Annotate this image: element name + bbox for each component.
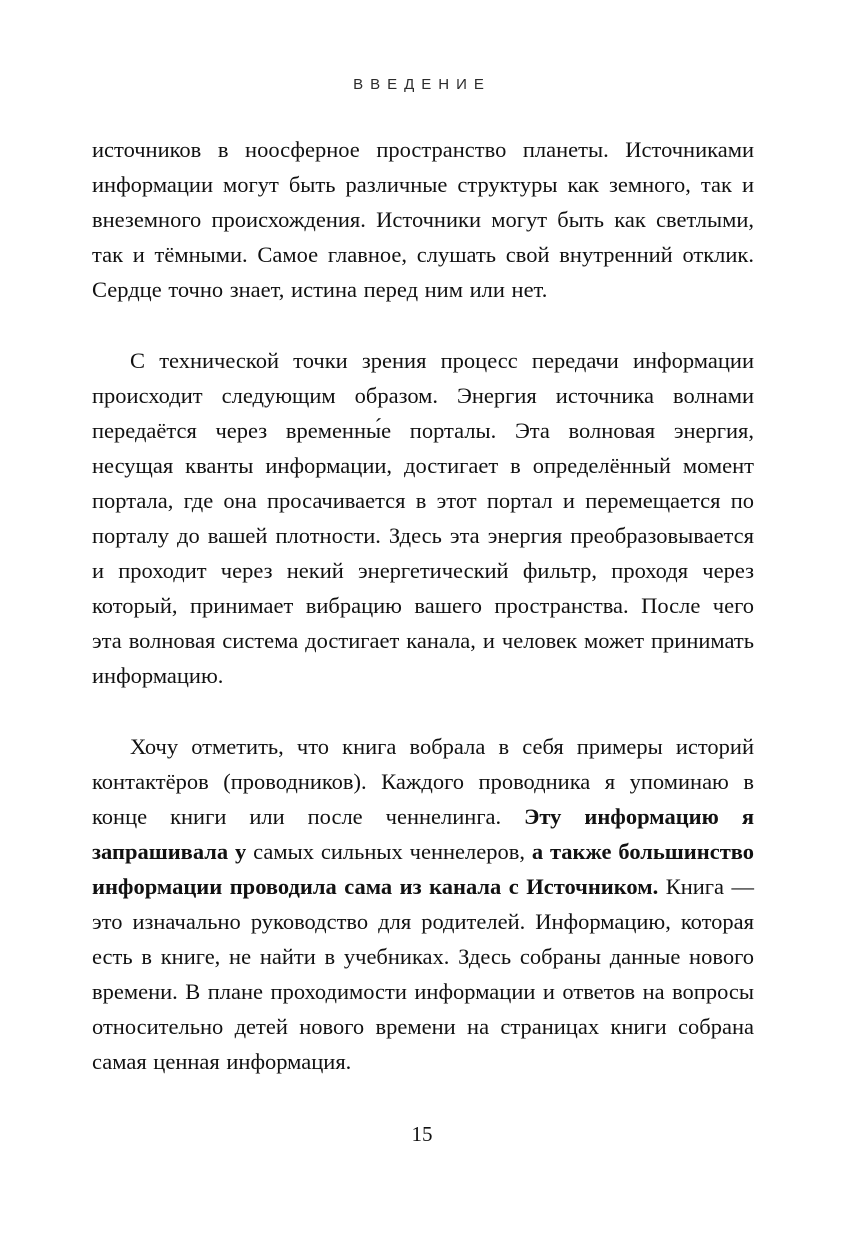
text-segment: Книга — это изначально руководство для родителей. Информацию, которая есть в книге, не найти в учебниках. Здесь собраны данные нового времени. В плане проходимости информации и ответов на вопросы относительно детей нового времени на страницах книги собрана самая ценная информация. — [92, 874, 754, 1074]
text-segment: источников в ноосферное пространство планеты. Источниками информации могут быть различные структуры как земного, так и внеземного происхождения. Источники могут быть как светлыми, так и тёмными. Самое главное, слушать свой внутренний отклик. Сердце точно знает, истина перед ним или нет. — [92, 137, 754, 302]
running-head: ВВЕДЕНИЕ — [353, 76, 491, 93]
bold-text-segment: а также большинство информации проводила сама из канала с Источником. — [92, 839, 754, 899]
bold-text-segment: Эту информацию я запрашивала у — [92, 804, 754, 864]
paragraph — [92, 729, 754, 1079]
text-segment: С технической точки зрения процесс передачи информации происходит следующим образом. Энергия источника волнами передаётся через временны́е порталы. Эта волновая энергия, несущая кванты информации, достигает в определённый момент портала, где она просачивается в этот портал и перемещается по порталу до вашей плотности. Здесь эта энергия преобразовывается и проходит через некий энергетический фильтр, проходя через который, принимает вибрацию вашего пространства. После чего эта волновая система достигает канала, и человек может принимать информацию. — [92, 348, 754, 688]
page-number: 15 — [411, 1122, 433, 1146]
text-segment: самых сильных ченнелеров, — [253, 839, 532, 864]
text-block — [92, 132, 754, 1115]
text-segment: Хочу отметить, что книга вобрала в себя примеры историй контактёров (проводников). Каждого проводника я упоминаю в конце книги или после ченнелинга. — [92, 734, 754, 829]
paragraph — [92, 132, 754, 307]
paragraph — [92, 343, 754, 693]
